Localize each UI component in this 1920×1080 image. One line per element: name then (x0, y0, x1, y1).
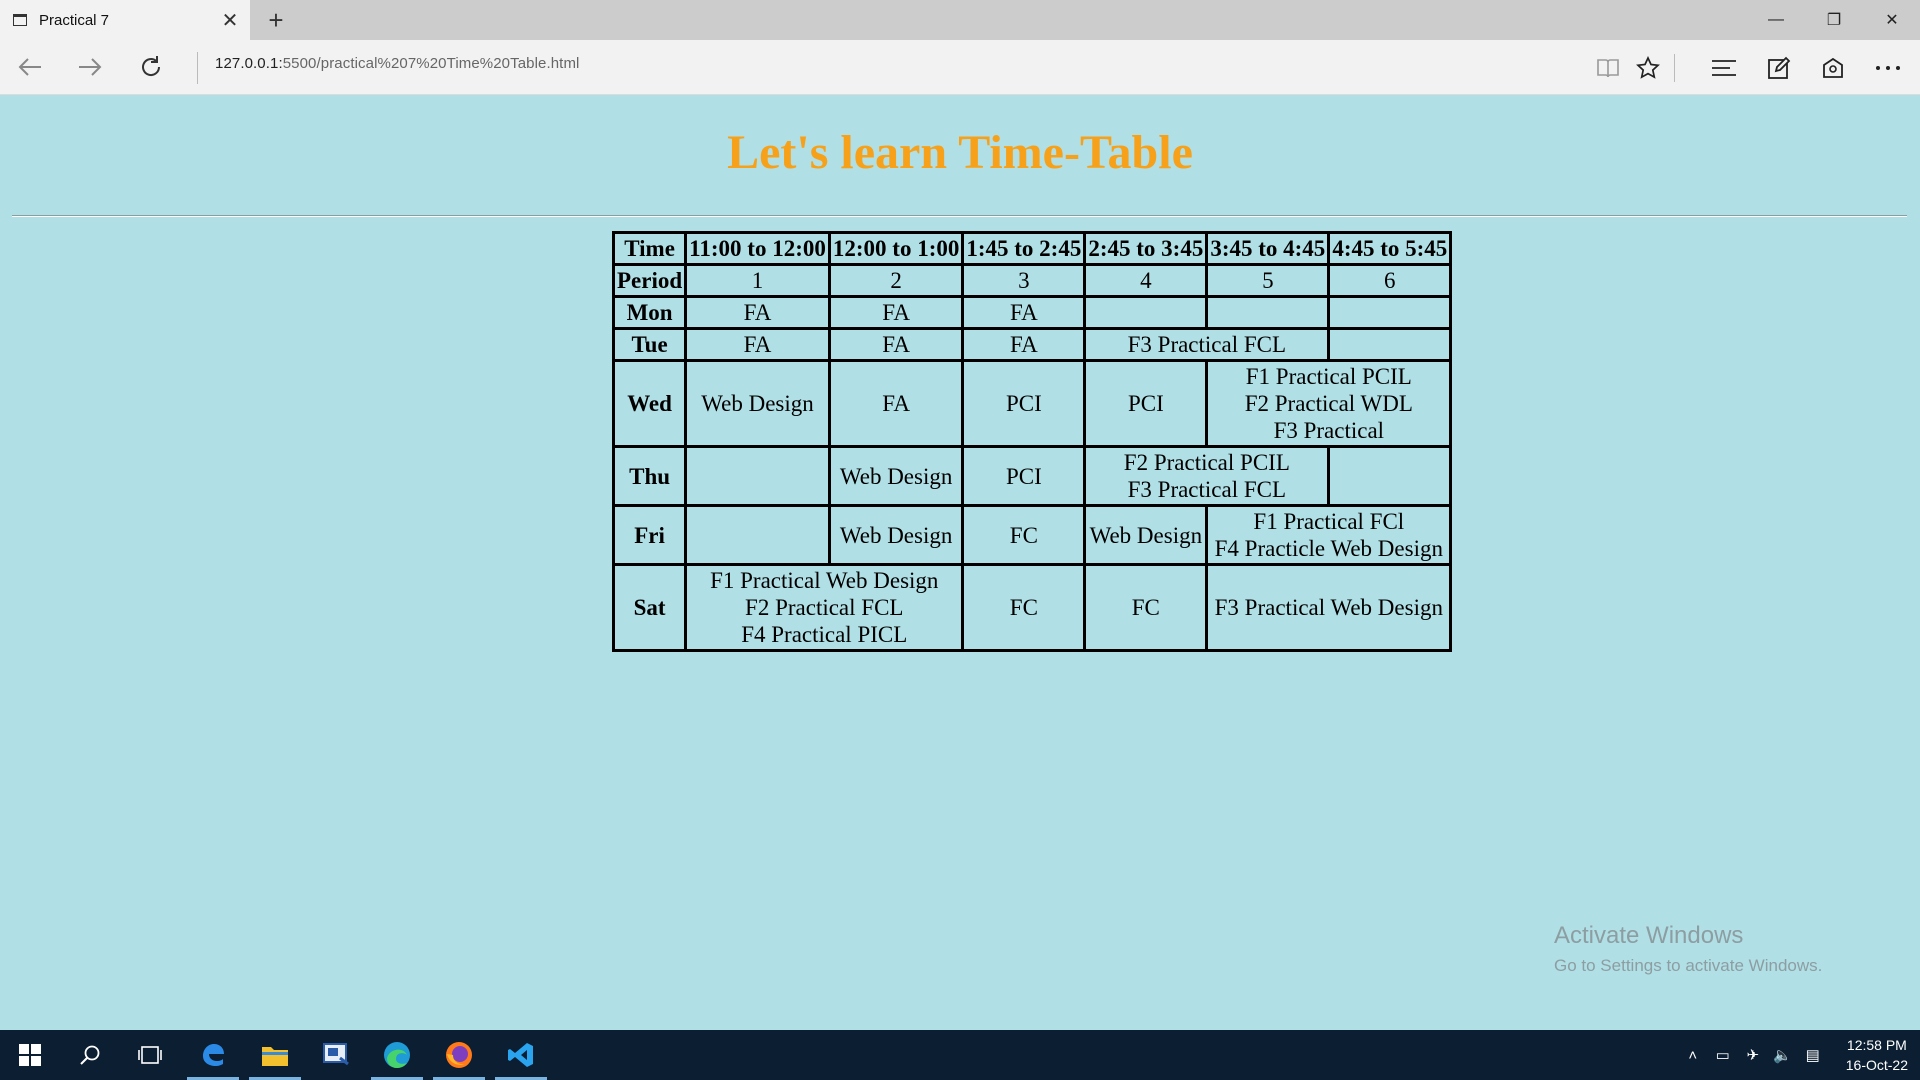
class-cell (686, 565, 963, 651)
class-cell: F3 Practical FCL (1085, 329, 1329, 361)
refresh-button[interactable] (131, 49, 171, 85)
class-line: F1 Practical Web Design (710, 568, 939, 593)
horizontal-rule (12, 215, 1907, 217)
page-icon (13, 14, 27, 26)
vscode-icon (507, 1041, 535, 1069)
web-note-button[interactable] (1759, 50, 1799, 86)
reading-view-button[interactable] (1588, 50, 1628, 86)
hub-icon (1711, 58, 1737, 78)
tab-title: Practical 7 (39, 11, 110, 29)
arrow-right-icon (77, 56, 103, 78)
time-cell: 12:00 to 1:00 (829, 233, 962, 265)
new-tab-button[interactable]: + (268, 5, 284, 35)
class-line: F3 Practical (1273, 418, 1385, 443)
empty-cell (1085, 297, 1207, 329)
timetable (612, 231, 1452, 652)
header-cell: Period (614, 265, 686, 297)
page-content (0, 95, 1920, 1030)
period-cell: 4 (1085, 265, 1207, 297)
day-cell: Fri (614, 506, 686, 565)
class-line: F2 Practical WDL (1244, 391, 1413, 416)
class-cell: F3 Practical Web Design (1207, 565, 1451, 651)
taskbar (0, 1030, 1920, 1080)
period-cell: 1 (686, 265, 830, 297)
hub-button[interactable] (1704, 50, 1744, 86)
class-cell: FA (829, 361, 962, 447)
table-row (614, 233, 1451, 265)
firefox-icon (444, 1040, 474, 1070)
forward-button[interactable] (70, 49, 110, 85)
windows-logo-icon (19, 1044, 41, 1066)
class-cell: PCI (963, 447, 1085, 506)
search-icon (79, 1044, 101, 1066)
search-button[interactable] (60, 1030, 120, 1080)
notification-icon[interactable]: ▤ (1805, 1047, 1820, 1064)
empty-cell (686, 447, 830, 506)
virtualbox-app[interactable] (306, 1030, 366, 1080)
class-cell (1207, 361, 1451, 447)
class-line: F4 Practicle Web Design (1214, 536, 1443, 561)
day-cell: Thu (614, 447, 686, 506)
watermark-title: Activate Windows (1554, 922, 1744, 949)
clock[interactable] (1846, 1035, 1908, 1075)
day-cell: Tue (614, 329, 686, 361)
day-cell: Wed (614, 361, 686, 447)
ellipsis-icon (1875, 65, 1901, 71)
system-tray (1678, 1030, 1908, 1080)
table-row (614, 565, 1451, 651)
class-cell: Web Design (686, 361, 830, 447)
class-cell: Web Design (829, 447, 962, 506)
class-line: F3 Practical FCL (1127, 477, 1287, 502)
close-window-button[interactable]: ✕ (1885, 12, 1899, 29)
class-cell: FA (829, 329, 962, 361)
close-tab-icon[interactable]: ✕ (221, 9, 239, 32)
edge-legacy-icon (199, 1041, 227, 1069)
class-line: F4 Practical PICL (741, 622, 908, 647)
task-view-button[interactable] (120, 1030, 180, 1080)
class-line: F1 Practical FCl (1253, 509, 1405, 534)
browser-toolbar (0, 40, 1920, 95)
address-bar[interactable] (215, 55, 579, 72)
edge-app[interactable] (367, 1030, 427, 1080)
class-cell: FA (963, 297, 1085, 329)
class-line: F2 Practical FCL (745, 595, 904, 620)
clock-time: 12:58 PM (1846, 1037, 1907, 1053)
edge-icon (382, 1040, 412, 1070)
restore-button[interactable]: ❐ (1826, 12, 1842, 29)
class-cell: FA (686, 297, 830, 329)
period-cell: 2 (829, 265, 962, 297)
share-button[interactable] (1813, 50, 1853, 86)
table-row (614, 506, 1451, 565)
time-cell: 2:45 to 3:45 (1085, 233, 1207, 265)
virtualbox-icon (322, 1042, 350, 1068)
activation-watermark (1554, 922, 1822, 976)
edge-legacy-app[interactable] (183, 1030, 243, 1080)
task-view-icon (138, 1044, 162, 1066)
time-cell: 1:45 to 2:45 (963, 233, 1085, 265)
class-cell (1207, 506, 1451, 565)
class-cell: FA (686, 329, 830, 361)
back-button[interactable] (10, 49, 50, 85)
empty-cell (1329, 329, 1451, 361)
table-row (614, 297, 1451, 329)
watermark-subtitle: Go to Settings to activate Windows. (1554, 956, 1823, 975)
empty-cell (686, 506, 830, 565)
table-row (614, 329, 1451, 361)
firefox-app[interactable] (429, 1030, 489, 1080)
tab-bar (0, 0, 1920, 40)
table-row (614, 265, 1451, 297)
class-cell: FC (963, 565, 1085, 651)
time-cell: 3:45 to 4:45 (1207, 233, 1329, 265)
file-explorer-app[interactable] (245, 1030, 305, 1080)
share-icon (1820, 56, 1846, 80)
empty-cell (1329, 297, 1451, 329)
star-icon (1636, 56, 1660, 80)
empty-cell (1207, 297, 1329, 329)
airplane-icon[interactable]: ✈ (1746, 1047, 1760, 1064)
day-cell: Mon (614, 297, 686, 329)
volume-icon[interactable]: 🔈 (1773, 1047, 1793, 1064)
empty-cell (1329, 447, 1451, 506)
period-cell: 5 (1207, 265, 1329, 297)
clock-date: 16-Oct-22 (1845, 1057, 1908, 1073)
period-cell: 6 (1329, 265, 1451, 297)
class-cell (1085, 447, 1329, 506)
minimize-button[interactable]: — (1768, 11, 1784, 28)
start-button[interactable] (0, 1030, 60, 1080)
divider (197, 52, 198, 84)
class-cell: PCI (1085, 361, 1207, 447)
table-row (614, 361, 1451, 447)
arrow-left-icon (17, 56, 43, 78)
battery-icon[interactable]: ▭ (1715, 1047, 1730, 1064)
page-title: Let's learn Time-Table (727, 126, 1193, 179)
chevron-up-icon[interactable]: ˄ (1688, 1046, 1698, 1064)
pen-icon (1767, 56, 1791, 80)
class-cell: FC (1085, 565, 1207, 651)
timetable-wrapper (612, 231, 1452, 652)
favorite-button[interactable] (1628, 50, 1668, 86)
book-icon (1596, 57, 1620, 79)
table-row (614, 447, 1451, 506)
class-line: F1 Practical PCIL (1245, 364, 1412, 389)
time-cell: 4:45 to 5:45 (1329, 233, 1451, 265)
refresh-icon (138, 54, 164, 80)
class-cell: FA (963, 329, 1085, 361)
address-host: 127.0.0.1: (215, 55, 283, 72)
class-cell: FA (829, 297, 962, 329)
period-cell: 3 (963, 265, 1085, 297)
browser-tab[interactable] (0, 0, 250, 40)
class-cell: Web Design (1085, 506, 1207, 565)
more-button[interactable] (1868, 50, 1908, 86)
class-cell: PCI (963, 361, 1085, 447)
header-cell: Time (614, 233, 686, 265)
day-cell: Sat (614, 565, 686, 651)
class-cell: FC (963, 506, 1085, 565)
time-cell: 11:00 to 12:00 (686, 233, 830, 265)
address-path: 5500/practical%207%20Time%20Table.html (282, 55, 580, 72)
divider (1674, 54, 1675, 82)
folder-icon (261, 1043, 289, 1067)
vscode-app[interactable] (491, 1030, 551, 1080)
class-line: F2 Practical PCIL (1123, 450, 1290, 475)
class-cell: Web Design (829, 506, 962, 565)
